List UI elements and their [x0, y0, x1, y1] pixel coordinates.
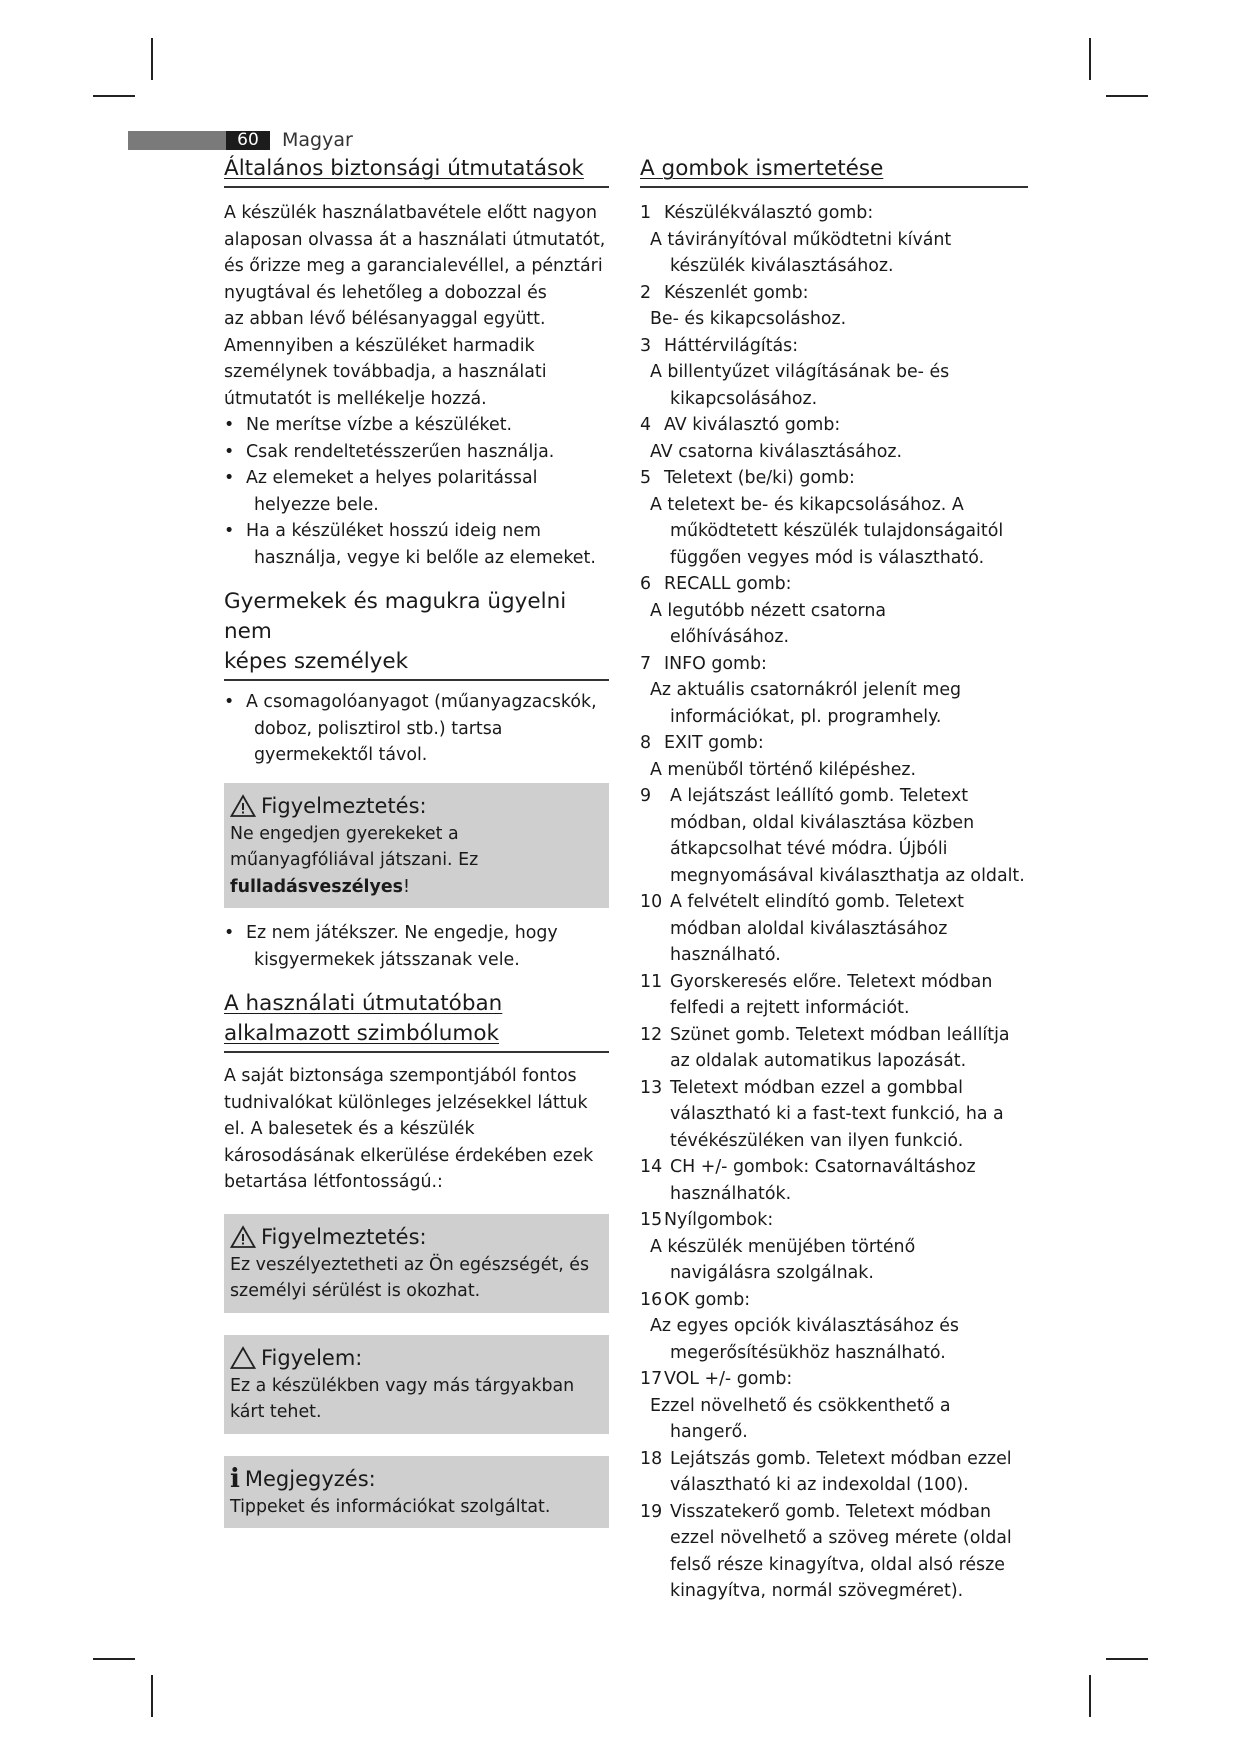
button-item-19: 19 Visszatekerő gomb. Teletext módban ezzel növelhető a szöveg mérete (oldal felső része kinagyítva, oldal alsó része kinagyítva, normál szövegméret).	[640, 1501, 1012, 1601]
symbol-box-caution: Figyelem: Ez a készülékben vagy más tárgyakban kárt tehet.	[224, 1335, 609, 1434]
symbol-box-warning: Figyelmeztetés: Ez veszélyeztetheti az Ön egészségét, és személyi sérülést is okozhat.	[224, 1214, 609, 1313]
list-item: • Csak rendeltetésszerűen használja.	[224, 439, 609, 466]
safety-bullets	[224, 412, 609, 571]
button-item-14: 14 CH +/- gombok: Csatornaváltáshoz használhatók.	[640, 1157, 976, 1204]
button-item-2: 2 Készenlét gomb: Be- és kikapcsoláshoz.	[640, 282, 847, 329]
button-item-6: 6 RECALL gomb: A legutóbb nézett csatorna előhívásához.	[640, 574, 887, 647]
warning-triangle-icon	[230, 1225, 256, 1249]
language-label: Magyar	[282, 129, 353, 151]
list-item: • Ne merítse vízbe a készüléket.	[224, 412, 609, 439]
list-item: • Ha a készüléket hosszú ideig nem használja, vegye ki belőle az elemeket.	[224, 518, 609, 571]
symbol-box-note: i Megjegyzés: Tippeket és információkat szolgáltat.	[224, 1456, 609, 1529]
crop-mark-top-right-v	[1089, 38, 1091, 80]
safety-intro: A készülék használatbavétele előtt nagyon alaposan olvassa át a használati útmutatót, és őrizze meg a garancialevéllel, a pénztári nyugtával és lehetőleg a dobozzal és az abban lévő bélésanyaggal együtt. Amennyiben a készüléket harmadik személynek továbbadja, a használati útmutatót is mellékelje hozzá.	[224, 203, 606, 409]
button-item-18: 18 Lejátszás gomb. Teletext módban ezzel választható ki az indexoldal (100).	[640, 1448, 1012, 1495]
button-item-15: 15 Nyílgombok: A készülék menüjében történő navigálásra szolgálnak.	[640, 1210, 916, 1283]
crop-mark-top-left-v	[151, 38, 153, 80]
button-item-10: 10 A felvételt elindító gomb. Teletext módban aloldal kiválasztásához használható.	[640, 892, 964, 965]
list-item: • Az elemeket a helyes polaritással helyezze bele.	[224, 465, 609, 518]
button-item-12: 12 Szünet gomb. Teletext módban leállítja az oldalak automatikus lapozását.	[640, 1024, 1010, 1071]
children-bullets	[224, 689, 609, 769]
right-column	[640, 154, 1028, 1605]
caution-triangle-icon	[230, 1346, 256, 1370]
button-item-13: 13 Teletext módban ezzel a gombbal választható ki a fast-text funkció, ha a tévékészüléken van ilyen funkció.	[640, 1077, 1004, 1151]
warning-triangle-icon	[230, 794, 256, 818]
button-item-1: 1 Készülékválasztó gomb: A távirányítóval működtetni kívánt készülék kiválasztásához.	[640, 203, 952, 276]
list-item: • A csomagolóanyagot (műanyagzacskók, doboz, polisztirol stb.) tartsa gyermekektől távol.	[224, 689, 609, 769]
crop-mark-top-left-h	[93, 95, 135, 97]
warning-text: Ne engedjen gyerekeket a műanyagfóliával játszani. Ez fulladásveszélyes!	[230, 823, 479, 897]
crop-mark-top-right-h	[1106, 95, 1148, 97]
button-item-16: 16 OK gomb: Az egyes opciók kiválasztásához és megerősítésükhöz használható.	[640, 1289, 959, 1363]
section-title-buttons: A gombok ismertetése	[640, 154, 1028, 188]
crop-mark-bottom-right-h	[1106, 1658, 1148, 1660]
button-item-9: 9 A lejátszást leállító gomb. Teletext módban, oldal kiválasztása közben átkapcsolhat tévé módra. Újbóli megnyomásával kiválaszthatja az oldalt.	[640, 786, 1025, 886]
button-item-5: 5 Teletext (be/ki) gomb: A teletext be- és kikapcsolásához. A működtetett készülék tulajdonságaitól függően vegyes mód is választható.	[640, 468, 1004, 568]
crop-mark-bottom-left-h	[93, 1658, 135, 1660]
info-icon: i	[230, 1463, 240, 1494]
crop-mark-bottom-right-v	[1089, 1675, 1091, 1717]
left-column	[224, 154, 609, 1528]
list-item: • Ez nem játékszer. Ne engedje, hogy kisgyermekek játsszanak vele.	[224, 920, 609, 973]
page-number: 60	[226, 131, 270, 150]
warning-title: Figyelmeztetés:	[261, 793, 427, 818]
symbols-intro: A saját biztonsága szempontjából fontos tudnivalókat különleges jelzésekkel láttuk el. A balesetek és a készülék károsodásának elkerülése érdekében ezek betartása létfontosságú.:	[224, 1066, 594, 1192]
warning-box-children	[224, 783, 609, 909]
children-bullets-2	[224, 920, 609, 973]
button-item-7: 7 INFO gomb: Az aktuális csatornákról jelenít meg információkat, pl. programhely.	[640, 653, 962, 727]
button-item-17: 17 VOL +/- gomb: Ezzel növelhető és csökkenthető a hangerő.	[640, 1369, 951, 1442]
crop-mark-bottom-left-v	[151, 1675, 153, 1717]
section-title-safety: Általános biztonsági útmutatások	[224, 154, 609, 188]
section-title-symbols: A használati útmutatóban alkalmazott szimbólumok	[224, 989, 609, 1053]
button-item-8: 8 EXIT gomb: A menüből történő kilépéshez.	[640, 733, 917, 780]
button-item-11: 11 Gyorskeresés előre. Teletext módban felfedi a rejtett információt.	[640, 971, 993, 1018]
button-item-3: 3 Háttérvilágítás: A billentyűzet világításának be- és kikapcsolásához.	[640, 335, 950, 409]
button-item-4: 4 AV kiválasztó gomb: AV csatorna kiválasztásához.	[640, 415, 903, 462]
section-title-children: Gyermekek és magukra ügyelni nem képes személyek	[224, 587, 609, 681]
